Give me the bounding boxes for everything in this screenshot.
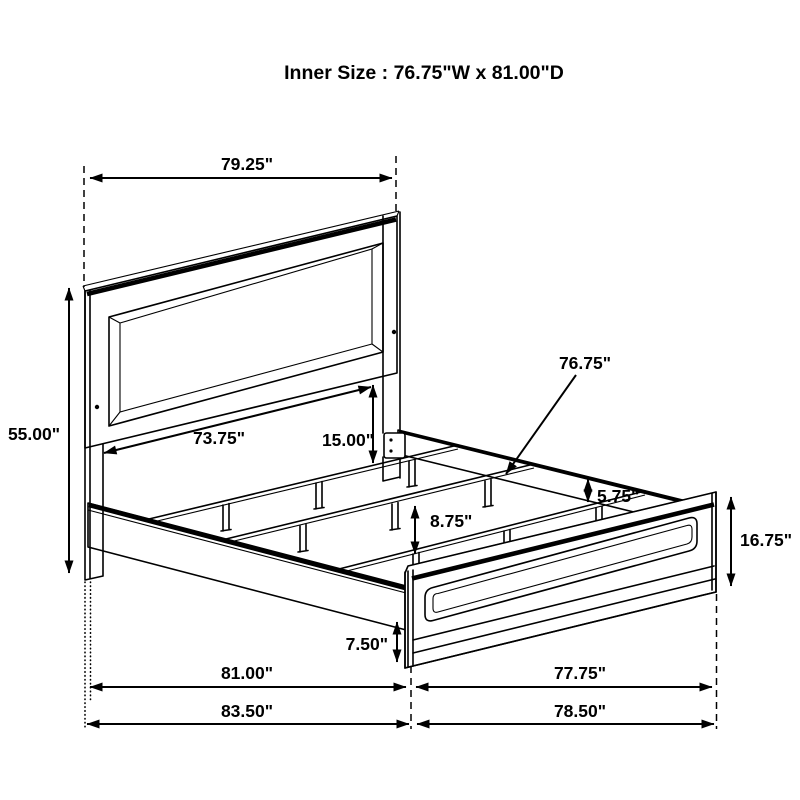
dim-label-footboard-height: 16.75" [740,530,793,550]
dim-label-rail-span-depth: 77.75" [553,663,607,683]
dim-label-slat-height: 8.75" [430,511,473,531]
dim-label-headboard-to-slat: 15.00" [321,430,375,450]
dim-label-slat-length: 76.75" [558,353,612,373]
dim-label-overall-depth: 83.50" [220,701,274,721]
dim-label-headboard-height: 55.00" [7,424,61,444]
dim-label-headboard-width: 79.25" [220,154,274,174]
headboard-bolt-left [95,405,99,409]
dim-label-headboard-panel-width: 73.75" [192,428,246,448]
dim-label-floor-clearance: 7.50" [345,634,388,654]
headboard-bolt-right [392,330,396,334]
diagram-title: Inner Size : 76.75"W x 81.00"D [284,62,564,84]
dim-label-footboard-outer-depth: 78.50" [553,701,607,721]
dim-label-side-rail-height: 5.75" [597,486,640,506]
rail-bracket [384,433,405,458]
dim-label-inner-depth: 81.00" [220,663,274,683]
